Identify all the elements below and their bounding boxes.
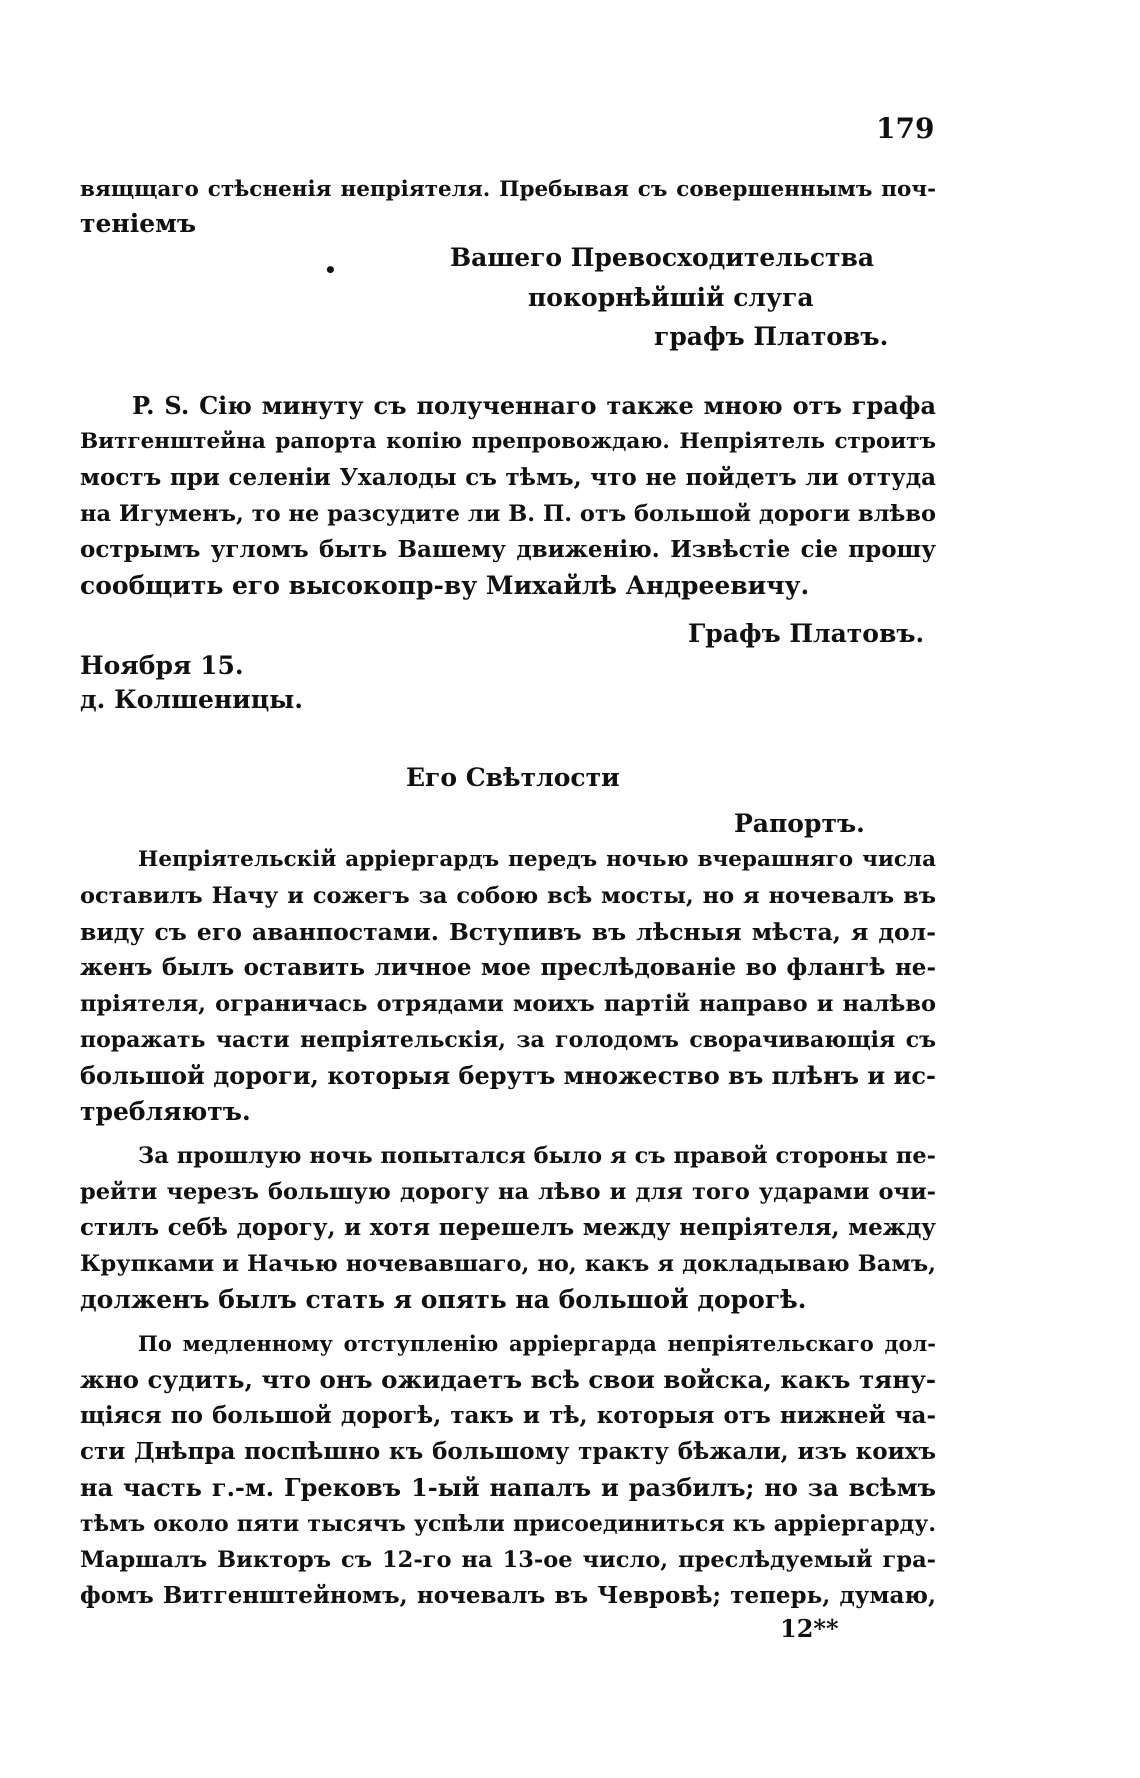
- page-number: 179: [876, 112, 935, 145]
- text-line: женъ былъ оставить личное мое преслѣдованіе во флангѣ не-: [80, 954, 936, 981]
- text-line: жно судить, что онъ ожидаетъ всѣ свои войска, какъ тяну-: [80, 1365, 937, 1394]
- stray-mark: •: [324, 258, 337, 282]
- text-line: По медленному отступленію арріергарда непріятельскаго дол-: [138, 1331, 936, 1356]
- text-line: долженъ былъ стать я опять на большой дорогѣ.: [80, 1285, 807, 1314]
- report-title: Рапортъ.: [734, 809, 865, 838]
- text-line: тѣмъ около пяти тысячъ успѣли присоединиться къ арріергарду.: [80, 1511, 936, 1537]
- closing-signature: графъ Платовъ.: [654, 322, 889, 351]
- place: д. Колшеницы.: [80, 685, 303, 714]
- date: Ноября 15.: [80, 651, 244, 680]
- text-line: стилъ себѣ дорогу, и хотя перешелъ между непріятеля, между: [80, 1214, 936, 1241]
- text-line: теніемъ: [80, 209, 196, 238]
- text-line: Крупками и Начью ночевавшаго, но, какъ я докладываю Вамъ,: [80, 1251, 936, 1277]
- text-line: поражать части непріятельскія, за голодомъ сворачивающія съ: [80, 1027, 936, 1053]
- text-line: сти Днѣпра поспѣшно къ большому тракту бѣжали, изъ коихъ: [80, 1438, 936, 1465]
- text-line: виду съ его аванпостами. Вступивъ въ лѣсныя мѣста, я дол-: [80, 918, 936, 946]
- text-line: рейти черезъ большую дорогу на лѣво и для того ударами очи-: [80, 1179, 936, 1205]
- text-line: P. S. Сію минуту съ полученнаго также мною отъ графа: [132, 391, 936, 420]
- text-line: Непріятельскій арріергардъ передъ ночью вчерашняго числа: [138, 847, 936, 872]
- report-addressee: Его Свѣтлости: [406, 763, 620, 792]
- text-line: острымъ угломъ быть Вашему движенію. Извѣстіе сіе прошу: [80, 536, 936, 563]
- text-line: на Игуменъ, то не разсудите ли В. П. отъ большой дороги влѣво: [80, 501, 936, 527]
- signature-mark: 12**: [780, 1614, 839, 1643]
- text-line: Витгенштейна рапорта копію препровождаю. Непріятель строитъ: [80, 429, 936, 454]
- text-line: на часть г.-м. Грековъ 1-ый напалъ и разбилъ; но за всѣмъ: [80, 1473, 936, 1502]
- closing-line: покорнѣйшій слуга: [528, 283, 814, 312]
- text-line: требляютъ.: [80, 1097, 251, 1126]
- text-line: вящщаго стѣсненія непріятеля. Пребывая съ совершеннымъ поч-: [80, 177, 936, 202]
- text-line: оставилъ Начу и сожегъ за собою всѣ мосты, но я ночевалъ въ: [80, 883, 936, 909]
- text-line: мостъ при селеніи Ухалоды съ тѣмъ, что не пойдетъ ли оттуда: [80, 464, 936, 491]
- postscript-signature: Графъ Платовъ.: [688, 619, 925, 648]
- text-line: пріятеля, ограничась отрядами моихъ партій направо и налѣво: [80, 991, 936, 1017]
- text-line: сообщить его высокопр-ву Михайлѣ Андреевичу.: [80, 571, 810, 600]
- text-line: Маршалъ Викторъ съ 12-го на 13-ое число, преслѣдуемый гра-: [80, 1547, 936, 1573]
- text-line: щіяся по большой дорогѣ, такъ и тѣ, которыя отъ нижней ча-: [80, 1402, 936, 1429]
- closing-line: Вашего Превосходительства: [450, 243, 875, 272]
- text-line: фомъ Витгенштейномъ, ночевалъ въ Чевровѣ; теперь, думаю,: [80, 1582, 936, 1609]
- text-line: За прошлую ночь попытался было я съ правой стороны пе-: [138, 1143, 936, 1169]
- text-line: большой дороги, которыя берутъ множество въ плѣнъ и ис-: [80, 1061, 936, 1090]
